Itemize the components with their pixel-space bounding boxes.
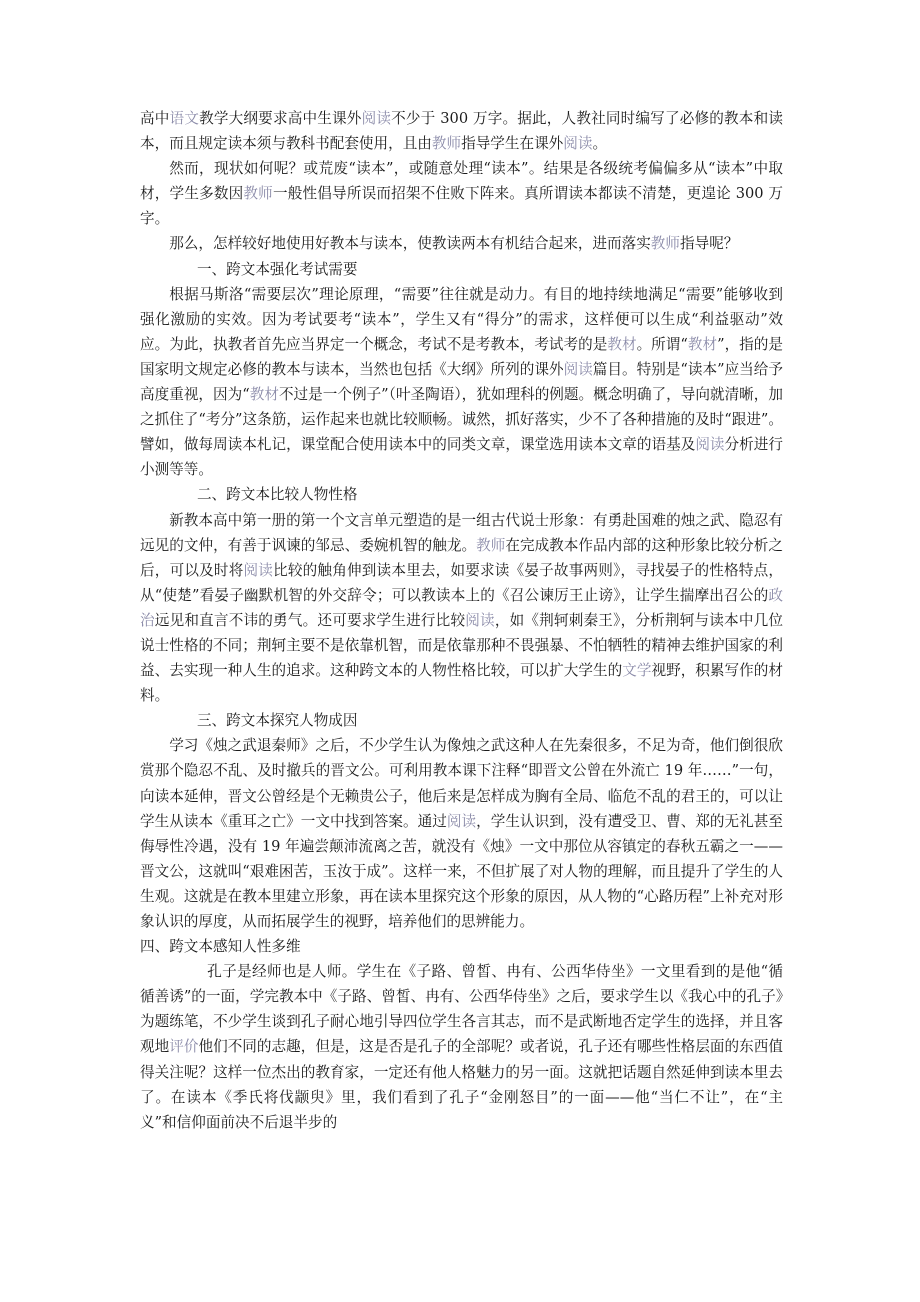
text-run: 根据马斯洛“需要层次”理论原理，“需要”往往就是动力。有目的地持续地满足“需要”能够收到强化激励的实效。因为考试要考“读本”，学生又有“得分”的需求，这样便可以生成“利益驱动”效应。为此，执教者首先应当界定一个概念，考试不是考教本，考试考的是 bbox=[140, 285, 783, 353]
keyword-link[interactable]: 阅读 bbox=[563, 360, 593, 378]
text-run: 教学大纲要求高中生课外 bbox=[199, 110, 362, 127]
text-run: 篇目。特别是“读本”应当给予高度重视，因为“ bbox=[140, 360, 783, 404]
text-run: 。 bbox=[592, 135, 608, 153]
text-run: ，如《荆轲刺秦王》，分析荆轲与读本中几位说士性格的不同；荆轲主要不是依靠机智，而是依靠那种不畏强暴、不怕牺牲的精神去维护国家的利益、去实现一种人生的追求。这种跨文本的人物性格比较，可以扩大学生的 bbox=[140, 611, 783, 680]
text-run: 一、跨文本强化考试需要 bbox=[196, 260, 358, 278]
text-run: 分析进行小测等等。 bbox=[140, 436, 783, 479]
keyword-link[interactable]: 阅读 bbox=[446, 812, 477, 830]
keyword-link[interactable]: 评价 bbox=[169, 1038, 199, 1056]
section-heading bbox=[140, 708, 783, 733]
body-paragraph bbox=[140, 959, 783, 1135]
text-run: 他们不同的志趣，但是，这是否是孔子的全部呢？或者说，孔子还有哪些性格层面的东西值得关注呢？这样一位杰出的教育家，一定还有他人格魅力的另一面。这就把话题自然延伸到读本里去了。在读本《季氏将伐颛臾》里，我们看到了孔子“金刚怒目”的一面——他“当仁不让”，在“主义”和信仰面前决不后退半步的 bbox=[140, 1038, 783, 1131]
keyword-link[interactable]: 教师 bbox=[431, 135, 462, 153]
text-run: 。所谓“ bbox=[636, 335, 688, 353]
text-run: 三、跨文本探究人物成因 bbox=[196, 712, 358, 730]
text-run: ”，指的是国家明文规定必修的教本与读本，当然也包括《大纲》所列的课外 bbox=[140, 335, 783, 378]
keyword-link[interactable]: 政治 bbox=[140, 586, 783, 629]
body-paragraph bbox=[140, 231, 783, 256]
text-run: 指导呢？ bbox=[680, 235, 739, 253]
text-run: 四、跨文本感知人性多维 bbox=[140, 938, 301, 956]
keyword-link[interactable]: 文学 bbox=[622, 662, 652, 680]
body-paragraph bbox=[140, 733, 783, 934]
text-run: 学习《烛之武退秦师》之后，不少学生认为像烛之武这种人在先秦很多，不足为奇，他们倒很欣赏那个隐忍不乱、及时撤兵的晋文公。可利用教本课下注释“即晋文公曾在外流亡 19 年……”一句，向读本延伸，晋文公曾经是个无赖贵公子，他后来是怎样成为胸有全局、临危不乱的君王的，可以让学生从读本《重耳之亡》一文中找到答案。通过 bbox=[140, 737, 783, 830]
text-run: 不少于 300 万字。据此，人教社同时编写了必修的教本和读本，而且规定读本须与教科书配套使用，且由 bbox=[140, 110, 783, 153]
text-run: 不过是一个例子”（叶圣陶语），犹如理科的例题。概念明确了，导向就清晰，加之抓住了“考分”这条筋，运作起来也就比较顺畅。诚然，抓好落实，少不了各种措施的及时“跟进”。譬如，做每周读本札记，课堂配合使用读本中的同类文章，课堂选用读本文章的语基及 bbox=[140, 386, 783, 454]
body-paragraph bbox=[140, 156, 783, 231]
keyword-link[interactable]: 教材 bbox=[607, 335, 637, 353]
keyword-link[interactable]: 教师 bbox=[243, 185, 273, 203]
section-heading bbox=[140, 257, 783, 282]
text-run: ，学生认识到，没有遭受卫、曹、郑的无礼甚至侮辱性冷遇，没有 19 年遍尝颠沛流离之苦，就没有《烛》一文中那位从容镇定的春秋五霸之一——晋文公，这就叫“艰难困苦，玉汝于成”。这样一来，不但扩展了对人物的理解，而且提升了学生的人生观。这就是在教本里建立形象，再在读本里探究这个形象的原因，从人物的“心路历程”上补充对形象认识的厚度，从而拓展学生的视野，培养他们的思辨能力。 bbox=[140, 812, 783, 930]
keyword-link[interactable]: 教材 bbox=[249, 386, 279, 404]
document-page bbox=[140, 106, 783, 1135]
text-run: 新教本高中第一册的第一个文言单元塑造的是一组古代说士形象：有勇赴国难的烛之武、隐忍有远见的文仲，有善于讽谏的邹忌、委婉机智的触龙。 bbox=[140, 511, 783, 554]
keyword-link[interactable]: 语文 bbox=[169, 110, 200, 127]
text-run: 在完成教本作品内部的这种形象比较分析之后，可以及时将 bbox=[140, 536, 783, 579]
keyword-link[interactable]: 教材 bbox=[687, 335, 718, 353]
text-run: 然而，现状如何呢？或荒废“读本”，或随意处理“读本”。结果是各级统考偏偏多从“读本”中取材，学生多数因 bbox=[140, 160, 783, 203]
text-run: 一般性倡导所误而招架不住败下阵来。真所谓读本都读不清楚，更遑论 300 万字。 bbox=[140, 185, 783, 228]
keyword-link[interactable]: 阅读 bbox=[465, 611, 495, 629]
text-run: 那么，怎样较好地使用好教本与读本，使教读两本有机结合起来，进而落实 bbox=[169, 235, 651, 253]
body-paragraph bbox=[140, 508, 783, 709]
text-run: 高中 bbox=[140, 110, 170, 127]
keyword-link[interactable]: 阅读 bbox=[243, 561, 274, 579]
keyword-link[interactable]: 教师 bbox=[476, 536, 506, 554]
keyword-link[interactable]: 教师 bbox=[650, 235, 680, 253]
section-heading bbox=[140, 482, 783, 507]
text-run: 视野，积累写作的材料。 bbox=[140, 662, 783, 705]
text-run: 比较的触角伸到读本里去，如要求读《晏子故事两则》，寻找晏子的性格特点，从“使楚”看晏子幽默机智的外交辞令；可以教读本上的《召公谏厉王止谤》，让学生揣摩出召公的 bbox=[140, 561, 783, 604]
text-run: 孔子是经师也是人师。学生在《子路、曾皙、冉有、公西华侍坐》一文里看到的是他“循循善诱”的一面，学完教本中《子路、曾皙、冉有、公西华侍坐》之后，要求学生以《我心中的孔子》为题练笔，不少学生谈到孔子耐心地引导四位学生各言其志，而不是武断地否定学生的选择，并且客观地 bbox=[140, 963, 783, 1056]
text-run: 二、跨文本比较人物性格 bbox=[196, 486, 358, 504]
text-run: 远见和直言不讳的勇气。还可要求学生进行比较 bbox=[154, 611, 466, 629]
keyword-link[interactable]: 阅读 bbox=[695, 436, 725, 454]
section-heading bbox=[140, 934, 783, 959]
keyword-link[interactable]: 阅读 bbox=[361, 110, 392, 127]
body-paragraph bbox=[140, 106, 783, 156]
body-paragraph bbox=[140, 282, 783, 483]
text-run: 指导学生在课外 bbox=[461, 135, 564, 153]
keyword-link[interactable]: 阅读 bbox=[563, 135, 593, 153]
